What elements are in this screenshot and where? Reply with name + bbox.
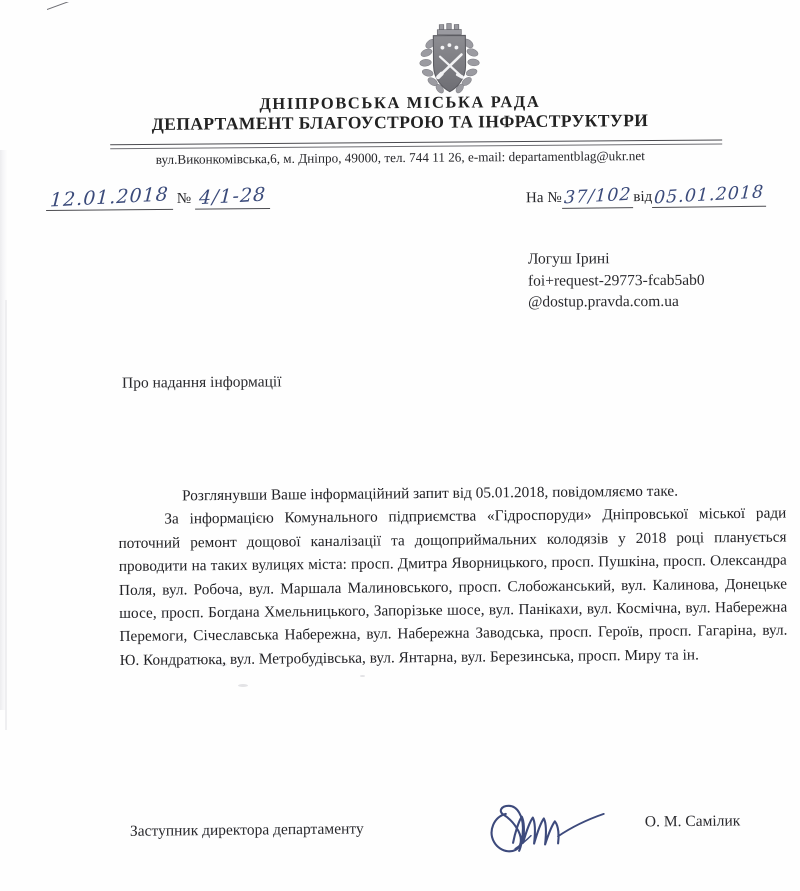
addressee-block: [528, 247, 800, 313]
signatory-title: Заступник директора департаменту: [129, 820, 364, 840]
outgoing-reference: [46, 183, 270, 212]
incoming-reference: [525, 182, 767, 210]
organization-name-line2: ДЕПАРТАМЕНТ БЛАГОУСТРОЮ ТА ІНФРАСТРУКТУРИ: [151, 110, 649, 134]
outgoing-number-handwritten: 4/1-28: [198, 183, 267, 210]
incoming-prefix-label: На: [525, 190, 544, 207]
incoming-number-symbol: №: [547, 189, 562, 207]
subject-line: Про надання інформації: [121, 373, 282, 392]
scan-speck: [238, 684, 248, 687]
organization-name-line1: ДНІПРОВСЬКА МІСЬКА РАДА: [259, 91, 541, 114]
scan-speck: [360, 675, 365, 677]
addressee-email-line2: @dostup.pravda.com.ua: [528, 292, 679, 311]
incoming-date-handwritten: 05.01.2018: [653, 182, 765, 209]
body-paragraph-1: Розглянувши Ваше інформаційний запит від 05.01.2018, повідомляємо таке.: [182, 482, 679, 505]
body-paragraph-2: За інформацією Комунального підприємства «Гідроспоруди» Дніпровської міської ради поточний ремонт дощової каналізації та дощоприймальних колодязів у 2018 році планується проводити на таких вулицях міста: просп. Дмитра Яворницького, просп. Пушкіна, просп. Олександра Поля, вул. Робоча, вул. Маршала Малиновського, просп. Слобожанський, вул. Калинова, Донецьке шосе, просп. Богдана Хмельницького, Запорізьке шосе, вул. Панікахи, вул. Космічна, вул. Набережна Перемоги, Січеславська Набережна, вул. Набережна Заводська, просп. Героїв, просп. Гагаріна, вул. Ю. Кондратюка, вул. Метробудівська, вул. Янтарна, вул. Березинська, просп. Миру та ін.: [118, 504, 788, 669]
stray-pen-mark: [47, 2, 69, 11]
incoming-date-label: від: [633, 188, 653, 206]
outgoing-date-handwritten: 12.01.2018: [49, 183, 170, 212]
letter-body: [118, 479, 788, 673]
handwritten-signature: [482, 792, 633, 864]
dnipro-coat-of-arms-icon: [403, 19, 496, 102]
signature-block: [0, 812, 800, 860]
organization-contact-line: вул.Виконкомівська,6, м. Дніпро, 49000, тел. 744 11 26, e-mail: departamentblag@ukr.net: [155, 148, 645, 167]
incoming-number-handwritten: 37/102: [563, 184, 632, 209]
scan-edge-artifact-secondary: [5, 300, 7, 730]
signatory-name: О. М. Самілик: [644, 812, 741, 831]
letterhead: [0, 0, 799, 167]
addressee-email-line1: foi+request-29773-fcab5ab0: [527, 271, 705, 290]
number-symbol: №: [176, 190, 192, 207]
addressee-name: Логуш Ірині: [527, 250, 610, 268]
